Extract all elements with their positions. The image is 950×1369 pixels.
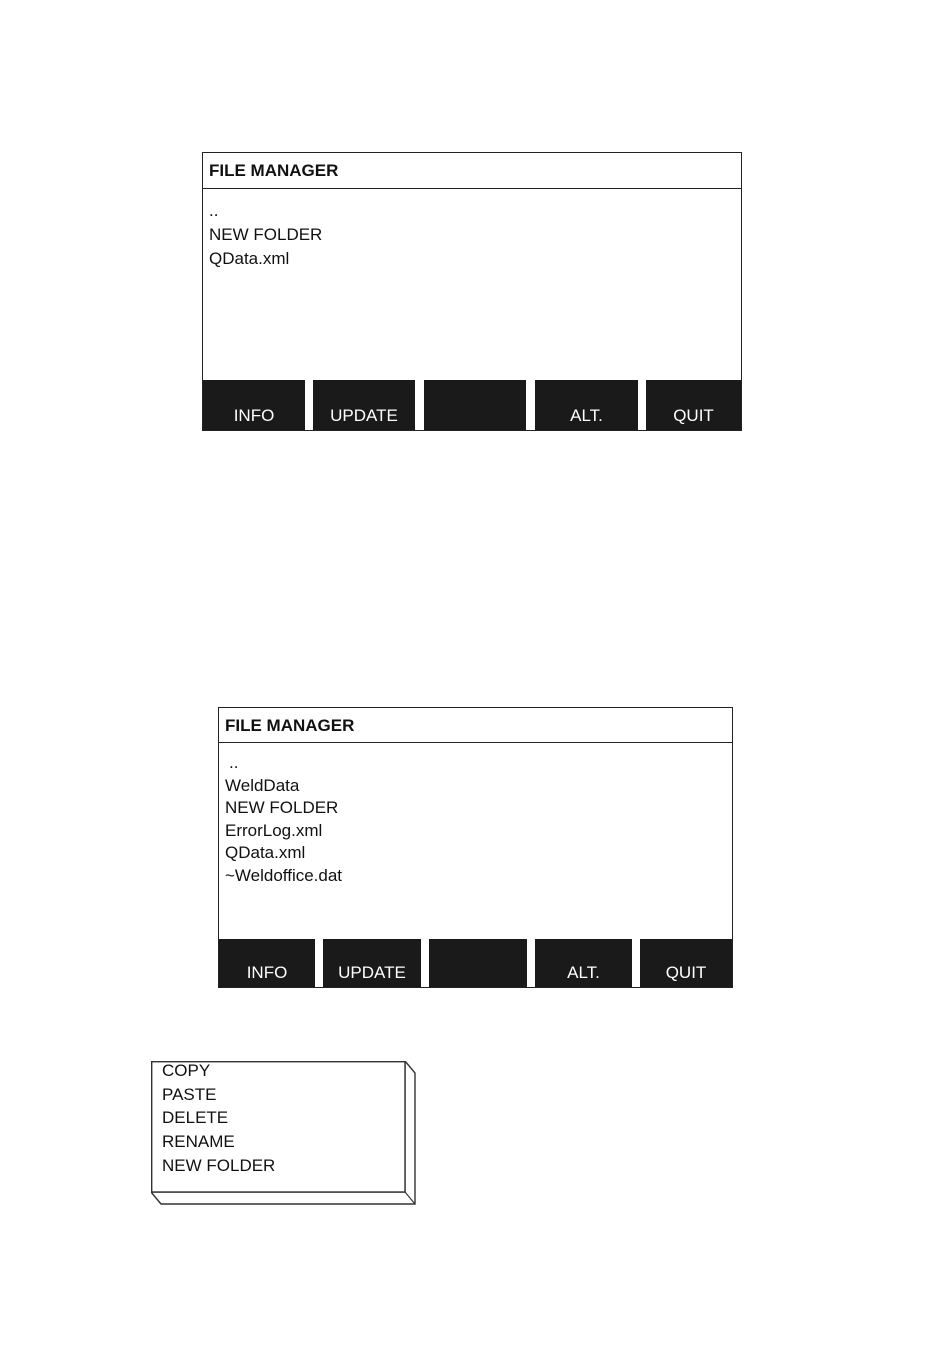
- file-item-weldoffice[interactable]: ~Weldoffice.dat: [225, 865, 343, 885]
- file-item-qdata[interactable]: QData.xml: [209, 249, 290, 268]
- update-button[interactable]: [313, 380, 415, 430]
- file-item-errorlog[interactable]: ErrorLog.xml: [225, 820, 323, 840]
- alt-button-label: ALT.: [570, 406, 603, 425]
- file-manager-screen: [218, 707, 733, 988]
- file-item-parent[interactable]: ..: [229, 753, 239, 772]
- file-manager-screen: [202, 152, 742, 431]
- file-item-new-folder[interactable]: NEW FOLDER: [209, 225, 323, 244]
- quit-button[interactable]: [640, 939, 732, 987]
- softkey-bar: [219, 939, 732, 987]
- info-button[interactable]: [219, 939, 315, 987]
- screen-title: FILE MANAGER: [203, 153, 741, 189]
- quit-button-label: QUIT: [673, 406, 714, 425]
- info-button-label: INFO: [233, 406, 275, 425]
- update-button-label: UPDATE: [330, 406, 398, 425]
- update-button-label: UPDATE: [338, 963, 406, 982]
- alt-button[interactable]: [535, 939, 632, 987]
- file-item-new-folder[interactable]: NEW FOLDER: [225, 798, 339, 817]
- screen-title: FILE MANAGER: [219, 708, 732, 743]
- menu-item-new-folder[interactable]: NEW FOLDER: [162, 1155, 276, 1175]
- context-menu: [151, 1061, 416, 1205]
- file-item-parent[interactable]: ..: [209, 201, 219, 220]
- context-menu-list: [162, 1059, 275, 1178]
- file-list: [209, 199, 322, 271]
- quit-button[interactable]: [646, 380, 741, 430]
- blank-softkey[interactable]: [429, 939, 527, 987]
- menu-item-copy[interactable]: COPY: [162, 1061, 211, 1080]
- alt-button[interactable]: [535, 380, 638, 430]
- softkey-bar: [203, 380, 741, 430]
- quit-button-label: QUIT: [665, 963, 707, 982]
- menu-item-paste[interactable]: PASTE: [162, 1084, 217, 1104]
- info-button-label: INFO: [246, 963, 288, 982]
- info-button[interactable]: [203, 380, 305, 430]
- menu-item-rename[interactable]: RENAME: [162, 1132, 235, 1152]
- update-button[interactable]: [323, 939, 421, 987]
- alt-button-label: ALT.: [567, 963, 600, 982]
- blank-softkey[interactable]: [424, 380, 526, 430]
- file-item-qdata[interactable]: QData.xml: [225, 843, 306, 862]
- file-list: [225, 752, 342, 887]
- menu-item-delete[interactable]: DELETE: [162, 1108, 229, 1128]
- file-item-welddata[interactable]: WeldData: [225, 775, 300, 795]
